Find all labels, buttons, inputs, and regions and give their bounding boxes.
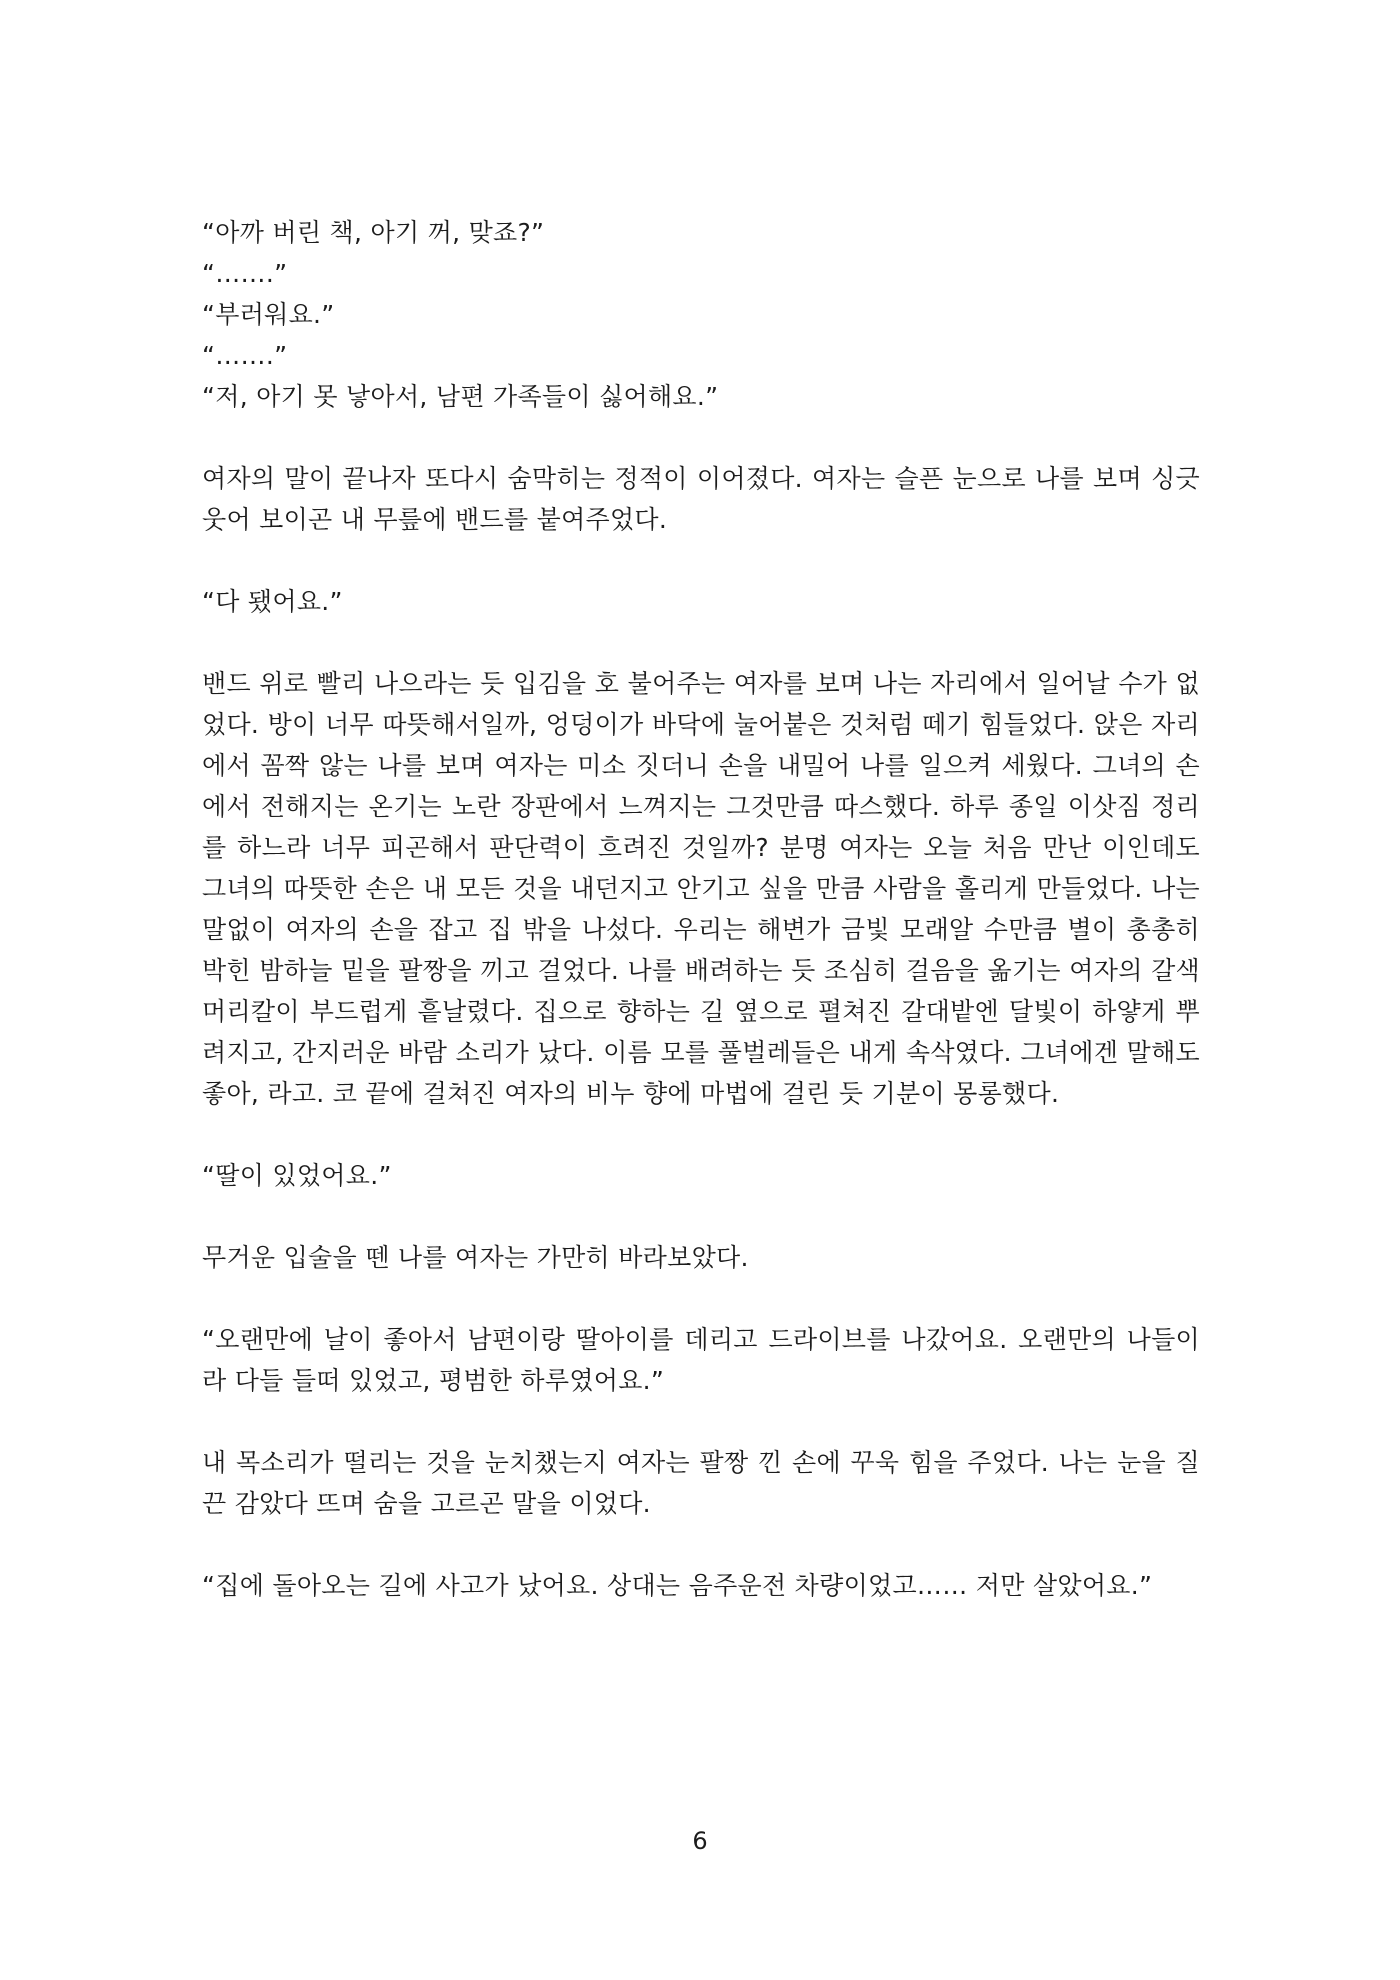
dialogue-line: “…….” (202, 341, 288, 370)
dialogue-paragraph: “딸이 있었어요.” (202, 1161, 392, 1190)
paragraph: 여자의 말이 끝나자 또다시 숨막히는 정적이 이어졌다. 여자는 슬픈 눈으로 나를 보며 싱긋 웃어 보이곤 내 무릎에 밴드를 붙여주었다. (202, 464, 1200, 534)
paragraph: 내 목소리가 떨리는 것을 눈치챘는지 여자는 팔짱 낀 손에 꾸욱 힘을 주었다. 나는 눈을 질끈 감았다 뜨며 숨을 고르곤 말을 이었다. (202, 1448, 1200, 1518)
paragraph-gap (202, 417, 1200, 458)
dialogue-line: “부러워요.” (202, 300, 335, 329)
body-text (202, 212, 1200, 1606)
dialogue-paragraph: “집에 돌아오는 길에 사고가 났어요. 상대는 음주운전 차량이었고…… 저만 살았어요.” (202, 1571, 1153, 1600)
paragraph-gap (202, 540, 1200, 581)
paragraph-gap (202, 1401, 1200, 1442)
dialogue-paragraph: “오랜만에 날이 좋아서 남편이랑 딸아이를 데리고 드라이브를 나갔어요. 오랜만의 나들이라 다들 들떠 있었고, 평범한 하루였어요.” (202, 1325, 1200, 1395)
dialogue-line: “…….” (202, 259, 288, 288)
dialogue-line: “저, 아기 못 낳아서, 남편 가족들이 싫어해요.” (202, 382, 719, 411)
paragraph: 밴드 위로 빨리 나으라는 듯 입김을 호 불어주는 여자를 보며 나는 자리에서 일어날 수가 없었다. 방이 너무 따뜻해서일까, 엉덩이가 바닥에 눌어붙은 것처럼 떼기 힘들었다. 앉은 자리에서 꼼짝 않는 나를 보며 여자는 미소 짓더니 손을 내밀어 나를 일으켜 세웠다. 그녀의 손에서 전해지는 온기는 노란 장판에서 느껴지는 그것만큼 따스했다. 하루 종일 이삿짐 정리를 하느라 너무 피곤해서 판단력이 흐려진 것일까? 분명 여자는 오늘 처음 만난 이인데도 그녀의 따뜻한 손은 내 모든 것을 내던지고 안기고 싶을 만큼 사람을 홀리게 만들었다. 나는 말없이 여자의 손을 잡고 집 밖을 나섰다. 우리는 해변가 금빛 모래알 수만큼 별이 총총히 박힌 밤하늘 밑을 팔짱을 끼고 걸었다. 나를 배려하는 듯 조심히 걸음을 옮기는 여자의 갈색 머리칼이 부드럽게 흩날렸다. 집으로 향하는 길 옆으로 펼쳐진 갈대밭엔 달빛이 하얗게 뿌려지고, 간지러운 바람 소리가 났다. 이름 모를 풀벌레들은 내게 속삭였다. 그녀에겐 말해도 좋아, 라고. 코 끝에 걸쳐진 여자의 비누 향에 마법에 걸린 듯 기분이 몽롱했다. (202, 669, 1200, 1108)
paragraph-gap (202, 1114, 1200, 1155)
paragraph-gap (202, 1524, 1200, 1565)
paragraph: 무거운 입술을 뗀 나를 여자는 가만히 바라보았다. (202, 1243, 749, 1272)
paragraph-gap (202, 1278, 1200, 1319)
paragraph-gap (202, 622, 1200, 663)
paragraph-gap (202, 1196, 1200, 1237)
page-number: 6 (692, 1827, 708, 1855)
dialogue-paragraph: “다 됐어요.” (202, 587, 343, 616)
dialogue-line: “아까 버린 책, 아기 꺼, 맞죠?” (202, 218, 545, 247)
